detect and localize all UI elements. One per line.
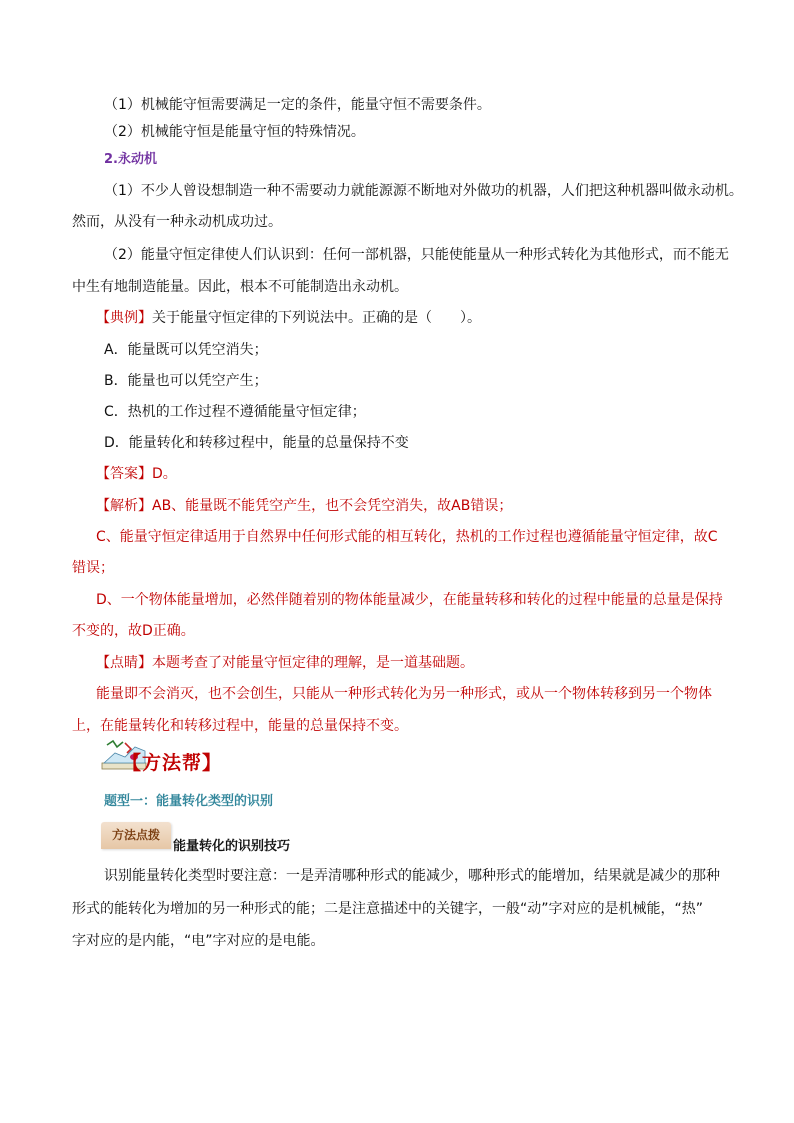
example-question (96, 308, 481, 328)
analysis-d-line-1: D、一个物体能量增加，必然伴随着别的物体能量减少，在能量转移和转化的过程中能量的总量是保持 (96, 592, 723, 608)
paragraph-4-line-2: 中生有地制造能量。因此，根本不可能制造出永动机。 (72, 279, 408, 295)
option-d: D．能量转化和转移过程中，能量的总量保持不变 (104, 435, 409, 451)
summary-line-1: 能量即不会消灭，也不会创生，只能从一种形式转化为另一种形式，或从一个物体转移到另一个物体 (96, 686, 712, 702)
paragraph-3-line-2: 然而，从没有一种永动机成功过。 (72, 214, 282, 230)
paragraph-3-line-1: （1）不少人曾设想制造一种不需要动力就能源源不断地对外做功的机器，人们把这种机器叫做永动机。 (104, 183, 743, 199)
comment-line (96, 653, 474, 673)
analysis-tag: 【解析】 (96, 498, 152, 514)
analysis-d-line-2: 不变的，故D正确。 (72, 623, 195, 639)
method-tip-title: 能量转化的识别技巧 (173, 839, 291, 854)
tip-line-2: 形式的能转化为增加的另一种形式的能；二是注意描述中的关键字，一般“动”字对应的是机械能，“热” (72, 901, 704, 917)
analysis-c-line-2: 错误； (72, 560, 114, 576)
comment-text: 本题考查了对能量守恒定律的理解，是一道基础题。 (152, 655, 474, 671)
example-tag: 【典例】 (96, 310, 152, 326)
tip-line-3: 字对应的是内能，“电”字对应的是电能。 (72, 933, 325, 949)
option-c: C．热机的工作过程不遵循能量守恒定律； (104, 404, 366, 420)
analysis-line (96, 496, 512, 516)
method-heading: 【方法帮】 (122, 752, 223, 774)
summary-line-2: 上，在能量转化和转移过程中，能量的总量保持不变。 (72, 718, 408, 734)
example-text: 关于能量守恒定律的下列说法中。正确的是（ ）。 (152, 310, 481, 326)
tip-line-1: 识别能量转化类型时要注意：一是弄清哪种形式的能减少，哪种形式的能增加，结果就是减少的那种 (104, 868, 720, 884)
answer-tag: 【答案】 (96, 466, 152, 482)
option-b: B．能量也可以凭空产生； (104, 373, 268, 389)
answer-line (96, 464, 177, 484)
analysis-c-line-1: C、能量守恒定律适用于自然界中任何形式能的相互转化，热机的工作过程也遵循能量守恒定律，故C (96, 529, 718, 545)
method-tip-badge: 方法点拨 (101, 822, 171, 849)
paragraph-2: （2）机械能守恒是能量守恒的特殊情况。 (104, 124, 365, 140)
answer-text: D。 (152, 466, 177, 482)
section-title-perpetual-motion: 2.永动机 (104, 152, 157, 167)
analysis-text: AB、能量既不能凭空产生，也不会凭空消失，故AB错误； (152, 498, 513, 514)
type-1-title: 题型一：能量转化类型的识别 (104, 794, 274, 809)
paragraph-4-line-1: （2）能量守恒定律使人们认识到：任何一部机器，只能使能量从一种形式转化为其他形式，而不能无 (104, 247, 729, 263)
option-a: A．能量既可以凭空消失； (104, 342, 268, 358)
paragraph-1: （1）机械能守恒需要满足一定的条件，能量守恒不需要条件。 (104, 97, 491, 113)
comment-tag: 【点睛】 (96, 655, 152, 671)
